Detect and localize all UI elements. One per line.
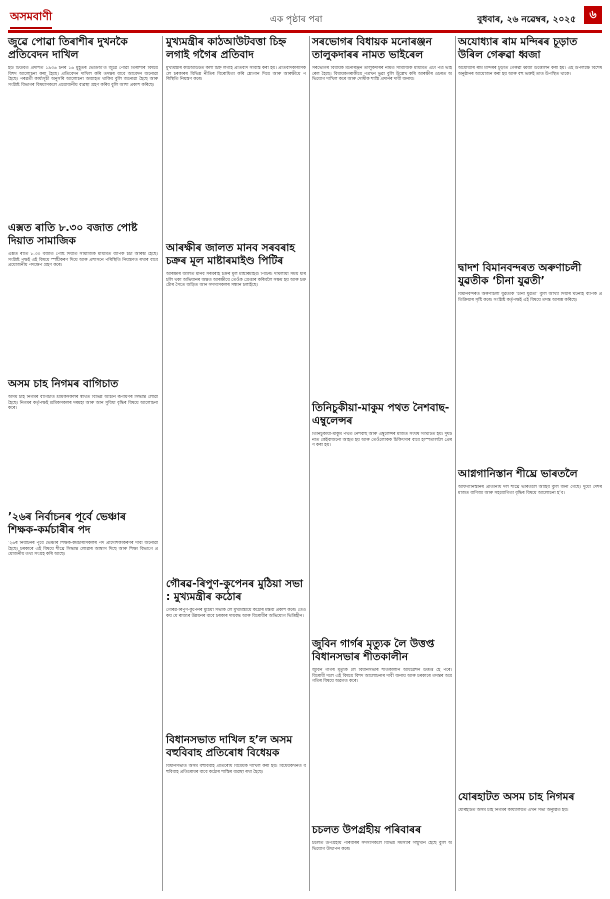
story-headline: অসম চাহ নিগমৰ বাগিচাত [8, 378, 119, 390]
news-story [8, 511, 158, 841]
news-story [312, 402, 452, 632]
story-headline: মুখ্যমন্ত্ৰীৰ কাঠআউটবত্তা চিহ্ন লগাই গগৈৰ প্ৰতিবাদ [166, 36, 287, 61]
news-story [458, 262, 602, 462]
news-story [8, 36, 158, 216]
story-body: অসম চাহ নিগমৰ বাগিচাত শ্ৰমিকসকলৰ স্বাৰ্থত বিভিন্ন আঁচনি ৰূপায়ণৰ সিদ্ধান্ত লোৱা হৈছে। নিগমৰ কৰ্তৃপক্ষই শ্ৰমিকসকলৰ দৰমহা আৰু আন সুবিধা বৃদ্ধিৰ বিষয়ে আলোচনা কৰে। [8, 395, 158, 412]
header-rule [8, 30, 602, 33]
page-header [0, 0, 610, 32]
story-headline: সৰভোগৰ বিধায়ক মনোৰঞ্জন তালুকদাৰৰ নামত ভাইৰেল [312, 36, 432, 61]
news-story [312, 36, 452, 396]
story-body: মুখ্যমন্ত্ৰীৰ কাঠআউটত কলা চিহ্ন লগাই প্ৰতিবাদ সাব্যস্ত কৰা হয়। প্ৰতিবাদকাৰীসকলে চৰকাৰৰ বিভিন্ন নীতিৰ বিৰোধিতা কৰি শ্লোগান দিয়ে আৰু আৰক্ষীয়ে পৰিস্থিতি নিয়ন্ত্ৰণ কৰে। [166, 66, 306, 83]
news-story [312, 824, 452, 881]
story-headline: জুবিন গাৰ্গৰ মৃত্যুক লৈ উত্তপ্ত বিধানসভাৰ শীতকালীন [312, 638, 435, 663]
story-headline: বিধানসভাত দাখিল হ’ল অসম বহুবিবাহ প্ৰতিৰোধ বিধেয়ক [166, 734, 293, 759]
column-4 [458, 36, 602, 854]
story-headline: দ্বাদশ বিমানবন্দৰত অৰুণাচলী যুৱতীক ‘চীনা যুৱতী’ [458, 262, 582, 287]
story-body: ইউ টিউবত প্ৰদৰ্শিত ১৯৩৬ চনৰ ১৬ মুহূৰ্তৰ ভেডিঅ’ত জুৱে পোৱা তিৰাশীৰ বিষয়ে বিশদ আলোচনা কৰা হৈছে। প্ৰতিবেদন দাখিল কৰি তদন্তৰ বাবে আবেদন জনোৱা হৈছে। পৰৱৰ্তী কাৰ্য্যসূচী অনুসৰি আলোচনা অব্যাহত থাকিব বুলি জনোৱা হৈছে আৰু সংশ্লিষ্ট বিভাগৰ বিষয়াসকলে প্ৰয়োজনীয় ব্যৱস্থা গ্ৰহণ কৰিব বুলি আশা প্ৰকাশ কৰিছে। [8, 66, 158, 88]
story-body: বিমানবন্দৰত অৰুণাচলী যুৱতীক ‘চীনা যুৱতী’ বুলি আখ্যা দিয়াৰ ঘটনাই ব্যাপক প্ৰতিক্ৰিয়াৰ সৃষ্টি কৰে। সংশ্লিষ্ট কৰ্তৃপক্ষই এই বিষয়ে তদন্ত আৰম্ভ কৰিছে। [458, 292, 602, 303]
news-story [8, 378, 158, 505]
news-story [166, 578, 306, 728]
story-headline: আগ্নগানিস্তান শীঘ্ৰে ভাৰতলৈ [458, 468, 578, 480]
story-body: চচলত উপগ্ৰহীয় পৰিবাৰৰ সদস্যসকলে বিভিন্ন সমস্যাৰ সন্মুখীন হৈছে বুলি অভিযোগ উত্থাপন কৰে। [312, 841, 452, 852]
news-story [166, 36, 306, 236]
news-story [458, 791, 602, 848]
column-3 [312, 36, 452, 887]
story-body: এক্সত ৰাতি ৮.৩০ বজাত পোষ্ট দিয়াত সামাজিক মাধ্যমত ব্যাপক চৰ্চা আৰম্ভ হৈছে। সংশ্লিষ্ট পক্ষই এই বিষয়ে স্পষ্টীকৰণ দিয়ে আৰু প্ৰশাসনে পৰিস্থিতি নিয়ন্ত্ৰণত ৰখাৰ বাবে প্ৰয়োজনীয় পদক্ষেপ গ্ৰহণ কৰে। [8, 252, 158, 269]
story-headline: এক্সত ৰাতি ৮.৩০ বজাত পোষ্ট দিয়াত সামাজিক [8, 222, 138, 247]
column-divider [162, 36, 163, 891]
story-body: যোৰহাটত অসম চাহ নিগমৰ কাৰ্য্যালয়ত এখন সভা অনুষ্ঠিত হয়। [458, 808, 569, 813]
story-headline: গৌৰৱ-ৰিপুণ-কুপেনৰ মুঠিয়া সভা : মুখ্যমন্ত্ৰীৰ কঠোৰ [166, 578, 303, 603]
story-body: আৰক্ষীৰ জালত মানব সৰবৰাহ চক্ৰৰ মূল মাষ্টাৰমাইণ্ড পিটিৰ। দীঘলীয়া সময় ধৰি চলি থকা অভিযানৰ অন্তত আৰক্ষীয়ে তেওঁক গ্ৰেপ্তাৰ কৰিবলৈ সক্ষম হয় আৰু চক্ৰটোৰ সৈতে জড়িত আন সদস্যসকলৰ সন্ধান চলাইছে। [166, 272, 306, 289]
story-headline: আৰক্ষীৰ জালত মানব সৰবৰাহ চক্ৰৰ মূল মাষ্টাৰমাইণ্ড পিটিৰ [166, 242, 295, 267]
story-body: তিনিচুকীয়া-মাকুম পথত নৈশবাছ আৰু এম্বুলেন্সৰ মাজত সংঘৰ্ষ সংঘটিত হয়। দুৰ্ঘটনাত কেইবাজনো আহত হয় আৰু তেওঁলোকক চিকিৎসাৰ বাবে হাস্পতাললৈ প্ৰেৰণ কৰা হয়। [312, 432, 452, 449]
issue-date: বুধবাৰ, ২৬ নৱেম্বৰ, ২০২৫ [477, 15, 576, 25]
column-divider [455, 36, 456, 891]
news-story [458, 36, 602, 256]
column-divider [309, 36, 310, 891]
story-body: সৰভোগৰ বিধায়ক মনোৰঞ্জন তালুকদাৰৰ নামত সামাজিক মাধ্যমত এটা পত্ৰ ভাইৰেল হৈছে। বিধায়কগৰাকীয়ে পত্ৰখন ভুৱা বুলি উল্লেখ কৰি আৰক্ষীৰ ওচৰত অভিযোগ দাখিল কৰে আৰু দোষীক শাস্তি প্ৰদানৰ দাবী জনায়। [312, 66, 452, 83]
story-body: বিধানসভাত অসম বহুবিবাহ প্ৰতিৰোধ বিধেয়ক দাখিল কৰা হয়। বিধেয়কখনত বহুবিবাহ প্ৰতিৰোধৰ বাবে কঠোৰ শাস্তিৰ ব্যৱস্থা ৰখা হৈছে। [166, 764, 306, 775]
story-body: আফগানিস্তানৰ প্ৰতিনিধি দল শীঘ্ৰে ভাৰতলৈ আহিব বুলি জনা গৈছে। দুয়ো দেশৰ মাজত বাণিজ্য আৰু সহযোগিতা বৃদ্ধিৰ বিষয়ে আলোচনা হ’ব। [458, 485, 602, 496]
story-headline: যোৰহাটত অসম চাহ নিগমৰ [458, 791, 575, 803]
news-story [166, 242, 306, 572]
column-1 [8, 36, 158, 847]
news-story [8, 222, 158, 372]
story-body: গৌৰৱ-ৰিপুণ-কুপেনৰ মুঠিয়া সভাক লৈ মুখ্যমন্ত্ৰীয়ে কঠোৰ মন্তব্য প্ৰকাশ কৰে। তেওঁ কয় যে ৰাজ্যৰ উন্নয়নৰ বাবে চৰকাৰ দায়বদ্ধ আৰু বিৰোধীৰ অভিযোগ ভিত্তিহীন। [166, 608, 306, 619]
story-headline: জুৱে পোৱা তিৰাশীৰ দুখনকৈ প্ৰতিবেদন দাখিল [8, 36, 128, 61]
news-story [166, 734, 306, 824]
story-headline: চচলত উপগ্ৰহীয় পৰিবাৰৰ [312, 824, 421, 836]
page-number: ৬ [584, 6, 602, 24]
story-body: অযোধ্যাৰ ৰাম মন্দিৰৰ চূড়াত গেৰুৱা ধ্বজা উত্তোলন কৰা হয়। এই উপলক্ষে বিশেষ অনুষ্ঠানৰ আয়োজন কৰা হয় আৰু বহু ভক্তই তাত উপস্থিত থাকে। [458, 66, 602, 77]
story-body: ’২৬ৰ নিৰ্বাচনৰ পূৰ্বে ভেঞ্চাৰ শিক্ষক-কৰ্মচাৰীসকলৰ পদ প্ৰাদেশিকীকৰণৰ দাবী জনোৱা হৈছে। চৰকাৰে এই বিষয়ে শীঘ্ৰে সিদ্ধান্ত লোৱাৰ আশ্বাস দিছে আৰু শিক্ষা বিভাগে প্ৰয়োজনীয় তথ্য সংগ্ৰহ কৰি আছে। [8, 541, 158, 558]
column-2 [166, 36, 306, 830]
news-story [312, 638, 452, 818]
continuation-label: এক পৃষ্ঠাৰ পৰা [270, 15, 323, 25]
story-body: জুবিন গাৰ্গৰ মৃত্যুক লৈ বিধানসভাৰ শীতকালীন অধিৱেশন উত্তপ্ত হৈ পৰে। বিৰোধী দলে এই বিষয়ে বিশদ আলোচনাৰ দাবী জনায় আৰু চৰকাৰে তদন্তৰ অগ্ৰগতিৰ বিষয়ে অৱগত কৰে। [312, 668, 452, 685]
newspaper-logo: অসমবাণী [10, 8, 52, 29]
news-story [458, 468, 602, 785]
story-headline: অযোধ্যাৰ ৰাম মন্দিৰৰ চূড়াত উৰিল গেৰুৱা ধ্বজা [458, 36, 578, 61]
story-headline: ’২৬ৰ নিৰ্বাচনৰ পূৰ্বে ভেঞ্চাৰ শিক্ষক-কৰ্মচাৰীৰ পদ [8, 511, 126, 536]
story-headline: তিনিচুকীয়া-মাকুম পথত নৈশবাছ-এম্বুলেন্সৰ [312, 402, 450, 427]
